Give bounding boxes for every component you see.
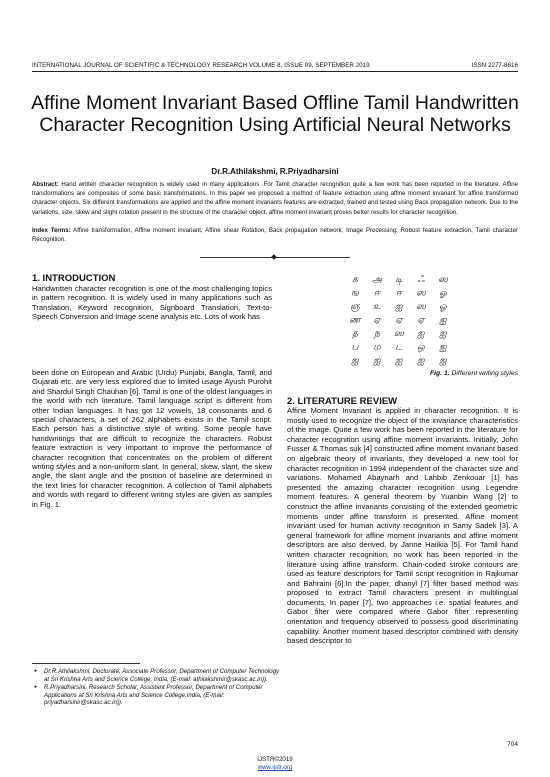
handwritten-glyph: ஐ bbox=[439, 342, 447, 353]
handwritten-glyph: ஐ bbox=[417, 356, 425, 366]
paper-title: Affine Moment Invariant Based Offline Tamil Handwritten Character Recognition Using Artificial Neural Networks bbox=[31, 92, 519, 136]
intro-heading: 1. INTRODUCTION bbox=[32, 273, 116, 284]
handwritten-glyph: த bbox=[352, 329, 358, 339]
handwritten-glyph: ஏ bbox=[395, 315, 403, 326]
index-terms-text: Affine transformation, Affine moment invariant, Affine shear Rotation, Back propagation network, Image Processing, Robust feature extraction, Tamil character Recognition. bbox=[32, 227, 518, 244]
handwritten-glyph: ஐ bbox=[395, 302, 403, 312]
handwritten-glyph: ஸ bbox=[416, 288, 426, 299]
figure-caption bbox=[287, 370, 518, 377]
handwritten-glyph: ஐ bbox=[439, 356, 447, 366]
figure-caption-text: Different writing styles bbox=[451, 370, 518, 377]
handwritten-glyph: ஒ bbox=[417, 342, 425, 353]
footnote-item: ● R.Priyadharsini, Research Scholar, Assistant Professor, Department of Computer Applications at Sri Krishna Arts and Science College,India, (E-mail: priyadharsinir@skasc.ac.in)). bbox=[44, 684, 284, 707]
page-number: 704 bbox=[507, 741, 518, 748]
handwritten-glyph: ஈ bbox=[373, 288, 381, 299]
handwritten-glyph: ஓ bbox=[439, 288, 447, 299]
handwritten-glyph: ம bbox=[373, 342, 381, 353]
handwritten-glyph: ஏ bbox=[417, 315, 425, 326]
header-rule bbox=[32, 71, 518, 72]
handwritten-glyph: ஓ bbox=[439, 302, 447, 312]
handwritten-glyph: ந bbox=[374, 329, 380, 339]
handwritten-glyph: ஏ bbox=[373, 315, 381, 326]
handwritten-glyph: ட bbox=[395, 342, 403, 353]
handwritten-glyph: அ bbox=[371, 275, 383, 285]
handwriting-samples-figure bbox=[345, 272, 455, 368]
authors: Dr.R.Athilakshmi, R.Priyadharsini bbox=[211, 167, 339, 176]
handwritten-glyph: ஞ bbox=[350, 302, 360, 312]
issn: ISSN 2277-8616 bbox=[471, 62, 518, 69]
footer-site-link[interactable]: www.ijstr.org bbox=[257, 764, 293, 771]
handwritten-glyph: ஸ bbox=[416, 302, 426, 312]
literature-heading: 2. LITERATURE REVIEW bbox=[287, 396, 398, 407]
abstract-text: Hand written character recognition is widely used in many applications .For Tamil character recognition quite a few work has been reported in the literature. Affine transformations are composites of some basic transformations. In this paper we proposed a method of feature extraction using affine moment invariant for affine transformed character objects. Six different transformations are applied and the affine moment invariants features are extracted, trained and tested using Back propagation network. Due to the variations, size, skew and slight rotation present in the structure of the character object, affine moment invariant proves better results for character recognition. bbox=[32, 181, 518, 216]
index-terms bbox=[32, 226, 518, 244]
handwritten-glyph: டி bbox=[395, 275, 403, 285]
author-footnotes bbox=[32, 668, 284, 708]
handwritten-glyph: ஈ bbox=[395, 288, 403, 299]
handwritten-glyph: ஸ bbox=[438, 275, 448, 285]
running-header bbox=[32, 62, 518, 69]
abstract-label: Abstract: bbox=[32, 181, 59, 188]
abstract bbox=[32, 180, 518, 217]
intro-paragraph-1: Handwritten character recognition is one of the most challenging topics in pattern recognition. It is widely used in many applications such as Translation, Keyword recognition, Signboard Translation, Text-to-Speech Conversion and Image scene analysis etc. Lots of work has bbox=[32, 284, 272, 322]
handwritten-glyph: ஃ bbox=[417, 275, 425, 285]
index-terms-label: Index Terms: bbox=[32, 227, 71, 234]
handwritten-glyph: ஐ bbox=[351, 356, 359, 366]
journal-header: INTERNATIONAL JOURNAL OF SCIENTIFIC & TECHNOLOGY RESEARCH VOLUME 8, ISSUE 09, SEPTEMBER 2019 bbox=[32, 62, 370, 69]
handwritten-glyph: ண bbox=[349, 315, 361, 326]
handwritten-glyph: ஐ bbox=[439, 329, 447, 339]
handwritten-glyph: ஸ bbox=[394, 329, 404, 339]
handwritten-glyph: ஐ bbox=[417, 329, 425, 339]
footnote-rule bbox=[32, 663, 140, 664]
literature-paragraph: Affine Moment Invariant is applied in character recognition. It is mostly used to recognize the object of the invariance characteristics of the image. Quite a few work has been reported in the literature for character recognition using affine moment invariants. Initially, John Fusser & Thomas suk [4] constructed affine moment invariant based on algebraic theory of invariants, they developed a new tool for character recognition in 1994 independent of the character size and variations. Mohamed Abaynarh and Lahbib Zenkouar [1] has presented the amazing character recognition using Legendre moment features. A general theorem by Yuanbin Wang [2] to construct the affine invariants consisting of the extended geometric moments under affine transform is presented. Affine moment invariant used for human activity recognition in Samy Sadek [3]. A general framework for affine moment invariants and affine moment descriptors are also derived, by Janne Haiikia [5]. For Tamil hand written character recognition, no work has been reported in the literature using affine transform. Chain-coded stroke contours are used as feature descriptors for Tamil script recognition in Rajkumar and Bahraini [6].In the paper, dhanyl [7] filter based method was proposed to extract Tamil characters present in multilingual documents. In paper [7], two approaches i.e. spatial features and Gabor filter were compared where Gabor filter representing orientation and frequency observed to possess good discriminating capability. Another moment based descriptor combined with density based descriptor to bbox=[287, 406, 518, 646]
footer-journal: IJSTR©2019 bbox=[257, 756, 293, 763]
handwritten-glyph: க bbox=[352, 275, 358, 285]
handwritten-glyph: ஐ bbox=[373, 356, 381, 366]
handwritten-glyph: உ bbox=[372, 302, 382, 312]
handwritten-glyph: ஐ bbox=[439, 315, 447, 326]
figure-label: Fig. 1. bbox=[429, 370, 450, 377]
handwritten-glyph: ஐ bbox=[395, 356, 403, 366]
footnote-item: ● Dr.R.Athilakshmi, Doctorate, Associate Professor, Department of Computer Technology at Sri Krishna Arts and Science College, India, (E-mail: athilakshmir@skasc.ac.in)). bbox=[44, 668, 284, 683]
handwritten-glyph: ப bbox=[351, 342, 359, 353]
intro-paragraph-2: been done on European and Arabic (Urdu) Punjabi, Bangla, Tamil, and Gujarati etc. are very less explored due to limited usage Ayush Purohit and Shardul Singh Chauhan [6]. Tamil is one of the oldest languages in the world with rich literature. Tamil language script is different from other Indian languages. It has got 12 vowels, 18 consonants and 6 special characters, a set of 262 alphabets exists in the Tamil script. Each person has a distinctive style of writing. Some people have handwritings that are difficult to recognize the characters. Robust feature extraction is very important to improve the performance of character recognition that concentrates on the problem of different writing styles and a non-uniform slant. In general, skew, slant, the skew angle, the slant angle and the position of baseline are determined in the text lines for character recognition. A collection of Tamil alphabets and words with regard to different writing styles are given as samples in Fig. 1. bbox=[32, 368, 272, 509]
handwritten-glyph: ங bbox=[351, 288, 359, 299]
divider-diamond-icon bbox=[271, 254, 277, 260]
